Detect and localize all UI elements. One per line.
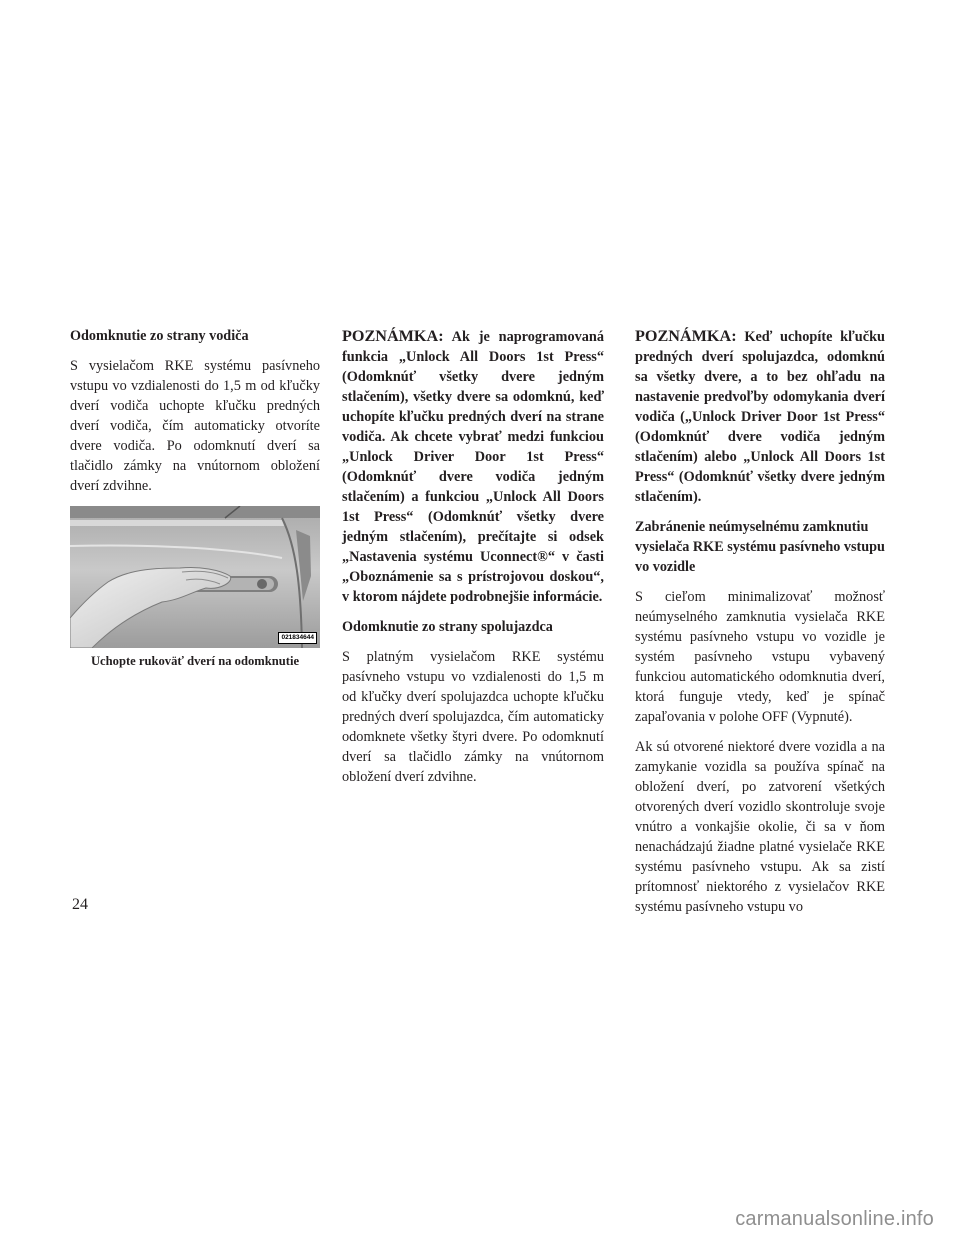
page-number: 24 <box>72 896 88 913</box>
column-middle <box>342 326 604 797</box>
figure-caption: Uchopte rukoväť dverí na odomknutie <box>90 654 300 668</box>
paragraph-driver-unlock: S vysielačom RKE systému pasívneho vstupu vo vzdialenosti do 1,5 m od kľučky dverí vodiča uchopte kľučku predných dverí vodiča, čím automaticky otvoríte dvere vodiča. Po odomknutí dverí sa tlačidlo zámky na vnútornom obložení dverí zdvihne. <box>70 358 320 494</box>
paragraph-prevent-lockout-2: Ak sú otvorené niektoré dvere vozidla a na zamykanie vozidla sa používa spínač na obložení dverí, po zatvorení všetkých otvorených dverí vozidlo skontroluje svoje vnútro a vonkajšie okolie, či sa v ňom nenachádzajú žiadne platné vysielače RKE systému pasívneho vstupu. Ak sa zistí prítomnosť niektorého z vysielačov RKE systému pasívneho vstupu vo <box>635 739 885 915</box>
section-heading-passenger-unlock: Odomknutie zo strany spolujazdca <box>342 619 553 635</box>
section-heading-driver-unlock: Odomknutie zo strany vodiča <box>70 328 249 344</box>
section-heading-prevent-lockout: Zabránenie neúmyselnému zamknutiu vysielača RKE systému pasívneho vstupu vo vozidle <box>635 519 885 575</box>
note-label: POZNÁMKA: <box>342 327 444 345</box>
paragraph-prevent-lockout-1: S cieľom minimalizovať možnosť neúmyselného zamknutia vysielača RKE systému pasívneho vstupu vo vozidle je systém pasívneho vstupu vybavený funkciou automatického odomknutia dverí, ktorá funguje vtedy, keď je spínač zapaľovania v polohe OFF (Vypnuté). <box>635 589 885 725</box>
note-text: Keď uchopíte kľučku predných dverí spolujazdca, odomknú sa všetky dvere, a to bez ohľadu na nastavenie predvoľby odomykania dverí vodiča („Unlock Driver Door 1st Press“ (Odomknúť dvere vodiča jedným stlačením) alebo „Unlock All Doors 1st Press“ (Odomknúť všetky dvere jedným stlačením). <box>635 329 885 505</box>
watermark: carmanualsonline.info <box>735 1208 934 1230</box>
note-text: Ak je naprogramovaná funkcia „Unlock All Doors 1st Press“ (Odomknúť všetky dvere jedným stlačením), všetky dvere sa odomknú, keď uchopíte kľučku predných dverí na strane vodiča. Ak chcete vybrať medzi funkciou „Unlock Driver Door 1st Press“ (Odomknúť dvere vodiča jedným stlačením) a funkciou „Unlock All Doors 1st Press“ (Odomknúť všetky dvere jedným stlačením), prečítajte si odsek „Nastavenia systému Uconnect®“ v časti „Oboznámenie sa s prístrojovou doskou“, v ktorom nájdete podrobnejšie informácie. <box>342 329 604 605</box>
paragraph-passenger-unlock: S platným vysielačom RKE systému pasívneho vstupu vo vzdialenosti do 1,5 m od kľučky dverí spolujazdca uchopte kľučku predných dverí spolujazdca, čím automaticky odomknete všetky štyri dvere. Po odomknutí dverí sa tlačidlo zámky na vnútornom obložení dverí zdvihne. <box>342 649 604 785</box>
door-handle-illustration <box>70 506 320 648</box>
column-left <box>70 326 320 670</box>
door-handle-figure <box>70 506 320 648</box>
note-all-doors-unlock <box>342 326 604 607</box>
column-right <box>635 326 885 927</box>
note-passenger-handle <box>635 326 885 507</box>
note-label: POZNÁMKA: <box>635 327 737 345</box>
figure-code: 021834644 <box>278 632 317 644</box>
